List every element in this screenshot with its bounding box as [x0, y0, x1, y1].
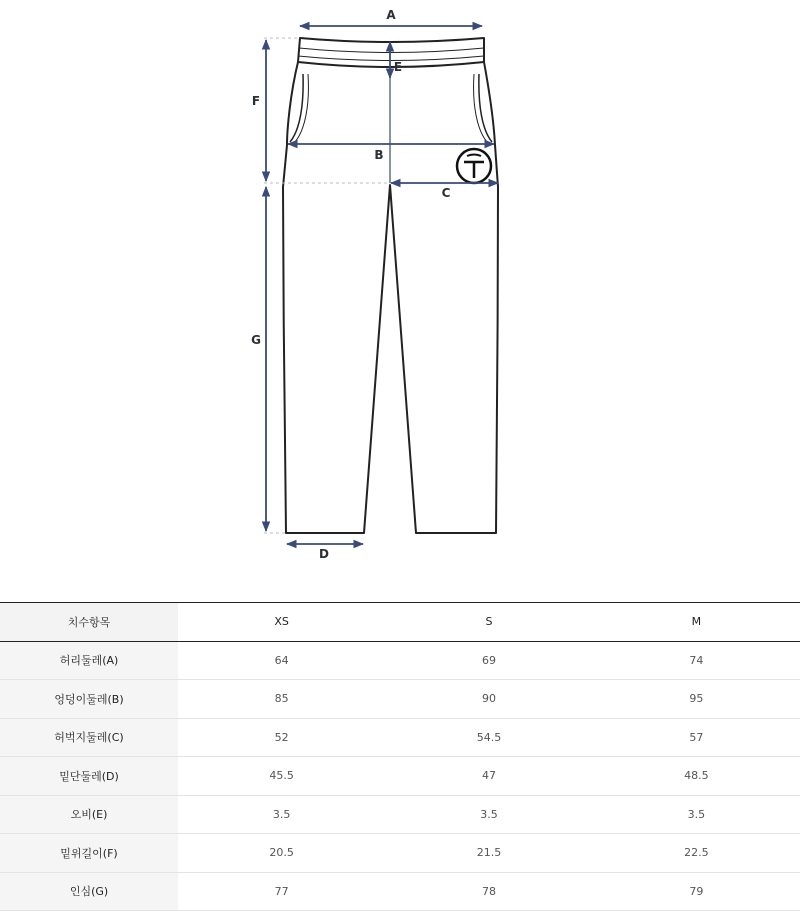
- header-size-m: M: [593, 603, 800, 642]
- dimension-e-label: E: [393, 60, 403, 74]
- dimension-b-label: B: [374, 148, 384, 162]
- table-row: [0, 718, 800, 757]
- cell-value: 90: [385, 680, 592, 719]
- table-header-row: [0, 603, 800, 642]
- row-label: 허벅지둘레(C): [0, 718, 178, 757]
- row-label: 인심(G): [0, 872, 178, 911]
- row-label: 밑단둘레(D): [0, 757, 178, 796]
- cell-value: 79: [593, 872, 800, 911]
- table-row: [0, 795, 800, 834]
- dimension-g-label: G: [251, 333, 261, 347]
- sergio-tacchini-logo-icon: [457, 149, 491, 183]
- dimension-d-label: D: [319, 547, 329, 561]
- table-row: [0, 757, 800, 796]
- cell-value: 78: [385, 872, 592, 911]
- table-row: [0, 834, 800, 873]
- header-item: 치수항목: [0, 603, 178, 642]
- cell-value: 54.5: [385, 718, 592, 757]
- header-size-s: S: [385, 603, 592, 642]
- cell-value: 21.5: [385, 834, 592, 873]
- cell-value: 45.5: [178, 757, 385, 796]
- cell-value: 3.5: [593, 795, 800, 834]
- row-label: 엉덩이둘레(B): [0, 680, 178, 719]
- cell-value: 3.5: [385, 795, 592, 834]
- waistband-lines: [298, 48, 484, 61]
- size-chart-table: [0, 602, 800, 911]
- row-label: 밑위길이(F): [0, 834, 178, 873]
- cell-value: 85: [178, 680, 385, 719]
- cell-value: 95: [593, 680, 800, 719]
- cell-value: 48.5: [593, 757, 800, 796]
- dimension-f-label: F: [251, 94, 261, 108]
- cell-value: 47: [385, 757, 592, 796]
- cell-value: 74: [593, 641, 800, 680]
- cell-value: 57: [593, 718, 800, 757]
- row-label: 허리둘레(A): [0, 641, 178, 680]
- cell-value: 20.5: [178, 834, 385, 873]
- cell-value: 69: [385, 641, 592, 680]
- cell-value: 52: [178, 718, 385, 757]
- header-size-xs: XS: [178, 603, 385, 642]
- table-row: [0, 641, 800, 680]
- dimension-c-label: C: [441, 186, 451, 200]
- cell-value: 22.5: [593, 834, 800, 873]
- row-label: 오비(E): [0, 795, 178, 834]
- table-row: [0, 872, 800, 911]
- table-row: [0, 680, 800, 719]
- cell-value: 64: [178, 641, 385, 680]
- cell-value: 77: [178, 872, 385, 911]
- cell-value: 3.5: [178, 795, 385, 834]
- dimension-a-label: A: [386, 8, 396, 22]
